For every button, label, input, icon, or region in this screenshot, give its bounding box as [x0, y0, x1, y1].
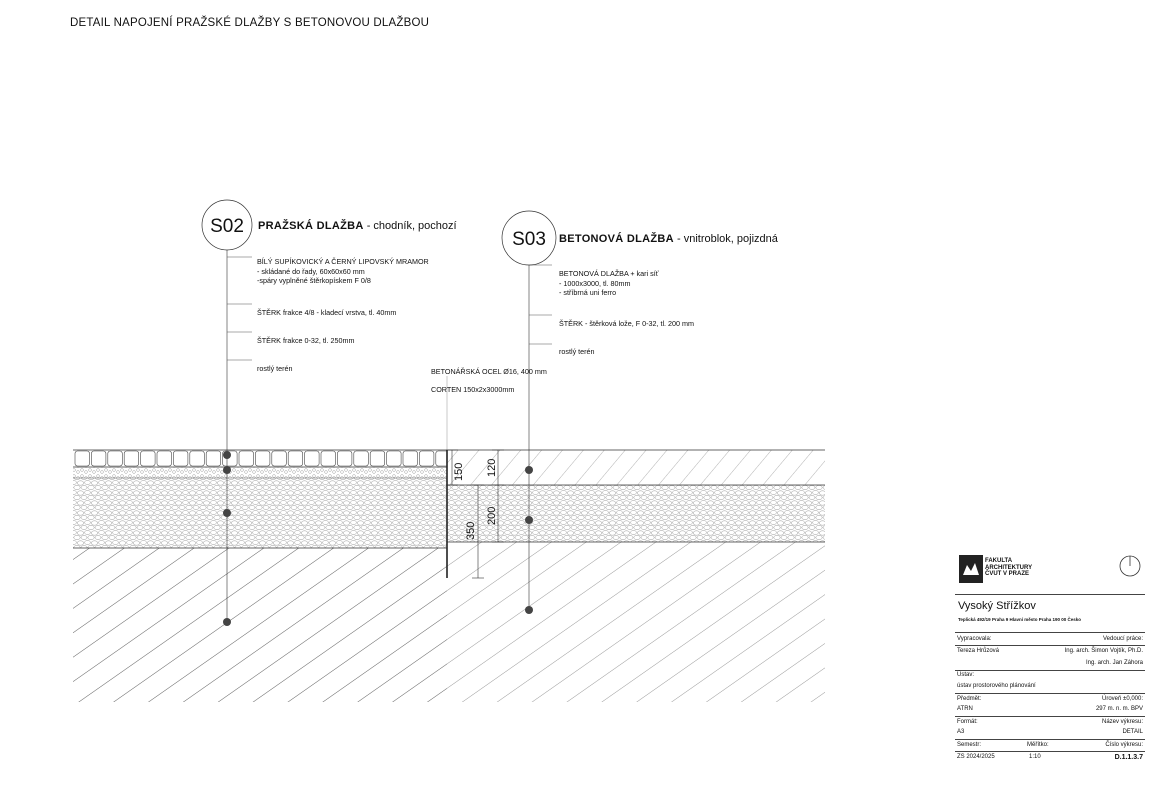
cobble — [255, 451, 270, 466]
cobble-paving — [73, 450, 450, 466]
cobble — [387, 451, 402, 466]
s03-desc: - vnitroblok, pojizdná — [673, 233, 778, 245]
cobble — [403, 451, 418, 466]
dim-200: 200 — [486, 506, 498, 525]
cobble — [124, 451, 139, 466]
drawing-title: DETAIL NAPOJENÍ PRAŽSKÉ DLAŽBY S BETONOVOU DLAŽBOU — [70, 17, 430, 29]
s02-layer-2: ŠTĚRK frakce 4/8 - kladecí vrstva, tl. 40mm — [257, 308, 397, 317]
corten-note: CORTEN 150x2x3000mm — [431, 385, 515, 394]
leader-dot — [525, 516, 533, 524]
s02-desc: - chodník, pochozí — [363, 220, 457, 232]
cobble — [305, 451, 320, 466]
cobble — [141, 451, 156, 466]
s02-name: PRAŽSKÁ DLAŽBA — [258, 220, 364, 232]
cobble — [419, 451, 434, 466]
cobble — [370, 451, 385, 466]
leader-dot — [223, 466, 231, 474]
dim-350: 350 — [465, 521, 477, 540]
project-address: Teplická 492/19 Praha 9 Hlavní město Praha 190 00 Česko — [958, 617, 1081, 622]
cobble — [108, 451, 123, 466]
tag-s03: S03 — [512, 229, 546, 250]
s03-layer-3: rostlý terén — [559, 347, 595, 356]
s02-label — [258, 220, 457, 232]
semester: ZS 2024/2025 — [957, 754, 995, 760]
cobble — [173, 451, 188, 466]
leader-dot — [223, 509, 231, 517]
cobble — [91, 451, 106, 466]
cobble — [239, 451, 254, 466]
tag-s02: S02 — [210, 216, 244, 237]
cobble — [354, 451, 369, 466]
leader-dot — [223, 618, 231, 626]
format: A3 — [957, 729, 965, 735]
s02-layer-4: rostlý terén — [257, 364, 293, 373]
leader-dot — [525, 466, 533, 474]
cobble — [321, 451, 336, 466]
cobble — [190, 451, 205, 466]
supervisor-1: Ing. arch. Šimon Vojtík, Ph.D. — [1064, 648, 1143, 654]
cobble — [75, 451, 90, 466]
dim-150: 150 — [453, 462, 465, 481]
drawing-number: D.1.1.3.7 — [1114, 754, 1143, 761]
subject: ATRN — [957, 706, 973, 712]
cobble — [288, 451, 303, 466]
scale: 1:10 — [1029, 754, 1041, 760]
drawing-name: DETAIL — [1122, 729, 1143, 735]
leader-dot — [223, 451, 231, 459]
s03-name: BETONOVÁ DLAŽBA — [559, 233, 674, 245]
soil-layer-left — [73, 548, 447, 702]
title-block: FAKULTA ARCHITEKTURY ČVUT V PRAZE Vysoký Střížkov Teplická 492/19 Praha 9 Hlavní město Praha 190 00 Česko Vypracovala: Vedoucí práce: Tereza Hrůzová Ing. arch. Šimon Vojtík, Ph.D. Ing. arch. Jan Záhora Ústav: ústav prostorového plánování Předmět: Úroveň ±0,000: ATRN 297 m. n. m. BPV Formát: Název výkresu: A3 DETAIL Semestr: Měřítko: Číslo výkresu: ZS 2024/2025 1:10 D.1.1.3.7 — [955, 552, 1147, 772]
s03-layer-1: BETONOVÁ DLAŽBA + kari síť - 1000x3000, tl. 80mm - stříbrná uni ferro — [559, 269, 659, 297]
author-name: Tereza Hrůzová — [957, 648, 1000, 654]
steel-note: BETONÁŘSKÁ OCEL Ø16, 400 mm — [431, 367, 547, 376]
institute: ústav prostorového plánování — [957, 683, 1036, 689]
s03-label — [559, 233, 778, 245]
dim-120: 120 — [486, 458, 498, 477]
s02-layer-1: BÍLÝ SUPÍKOVICKÝ A ČERNÝ LIPOVSKÝ MRAMOR - skládané do řady, 60x60x60 mm -spáry vyplněné štěrkopískem F 0/8 — [257, 257, 429, 285]
s02-layer-3: ŠTĚRK frakce 0-32, tl. 250mm — [257, 336, 355, 345]
s03-layer-2: ŠTĚRK - štěrková lože, F 0-32, tl. 200 mm — [559, 319, 695, 328]
logo-text: FAKULTA ARCHITEKTURY ČVUT V PRAZE — [985, 558, 1033, 577]
cobble — [337, 451, 352, 466]
leader-dot — [525, 606, 533, 614]
level: 297 m. n. m. BPV — [1095, 706, 1143, 712]
cobble — [206, 451, 221, 466]
supervisor-2: Ing. arch. Jan Záhora — [1085, 660, 1143, 666]
project-name: Vysoký Střížkov — [958, 600, 1036, 612]
cobble — [157, 451, 172, 466]
cobble — [272, 451, 287, 466]
faculty-logo-icon — [959, 555, 983, 583]
